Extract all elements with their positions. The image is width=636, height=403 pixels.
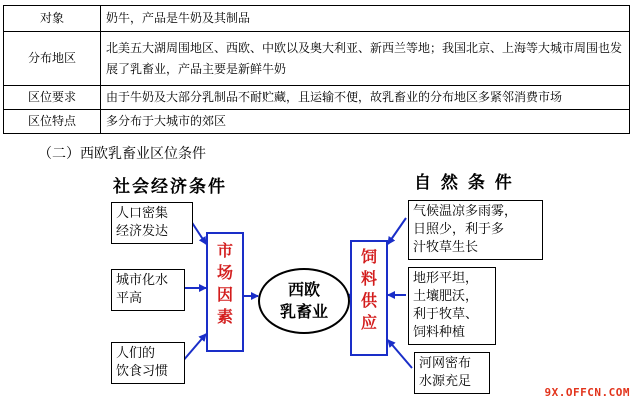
right-box: 气候温凉多雨雾， 日照少，利于多 汁牧草生长 [408,200,543,260]
row-value: 由于牛奶及大部分乳制品不耐贮藏，且运输不便，故乳畜业的分布地区多紧邻消费市场 [101,86,630,110]
arrow [388,218,406,244]
row-value: 多分布于大城市的郊区 [101,110,630,134]
arrow [182,334,206,362]
row-value: 北美五大湖周围地区、西欧、中欧以及奥大利亚、新西兰等地；我国北京、上海等大城市周围也发展了乳畜业，产品主要是新鲜牛奶 [101,32,630,86]
row-value: 奶牛，产品是牛奶及其制品 [101,6,630,32]
feed-supply-bar: 饲 料 供 应 [350,240,388,356]
right-box: 河网密布 水源充足 [414,352,490,394]
market-factors-bar: 市 场 因 素 [206,232,244,352]
right-box: 地形平坦， 土壤肥沃， 利于牧草、 饲料种植 [408,267,496,345]
row-key: 对象 [4,6,101,32]
left-box: 人们的 饮食习惯 [111,342,185,384]
row-key: 区位要求 [4,86,101,110]
right-title: 自 然 条 件 [414,173,514,193]
left-box: 人口密集 经济发达 [111,202,193,244]
left-title: 社会经济条件 [113,177,227,197]
center-node: 西欧 乳畜业 [258,268,350,334]
row-key: 分布地区 [4,32,101,86]
left-box: 城市化水 平高 [111,269,185,311]
row-key: 区位特点 [4,110,101,134]
section-heading: （二）西欧乳畜业区位条件 [38,146,206,162]
site-watermark: 9X.OFFCN.COM [544,386,630,399]
